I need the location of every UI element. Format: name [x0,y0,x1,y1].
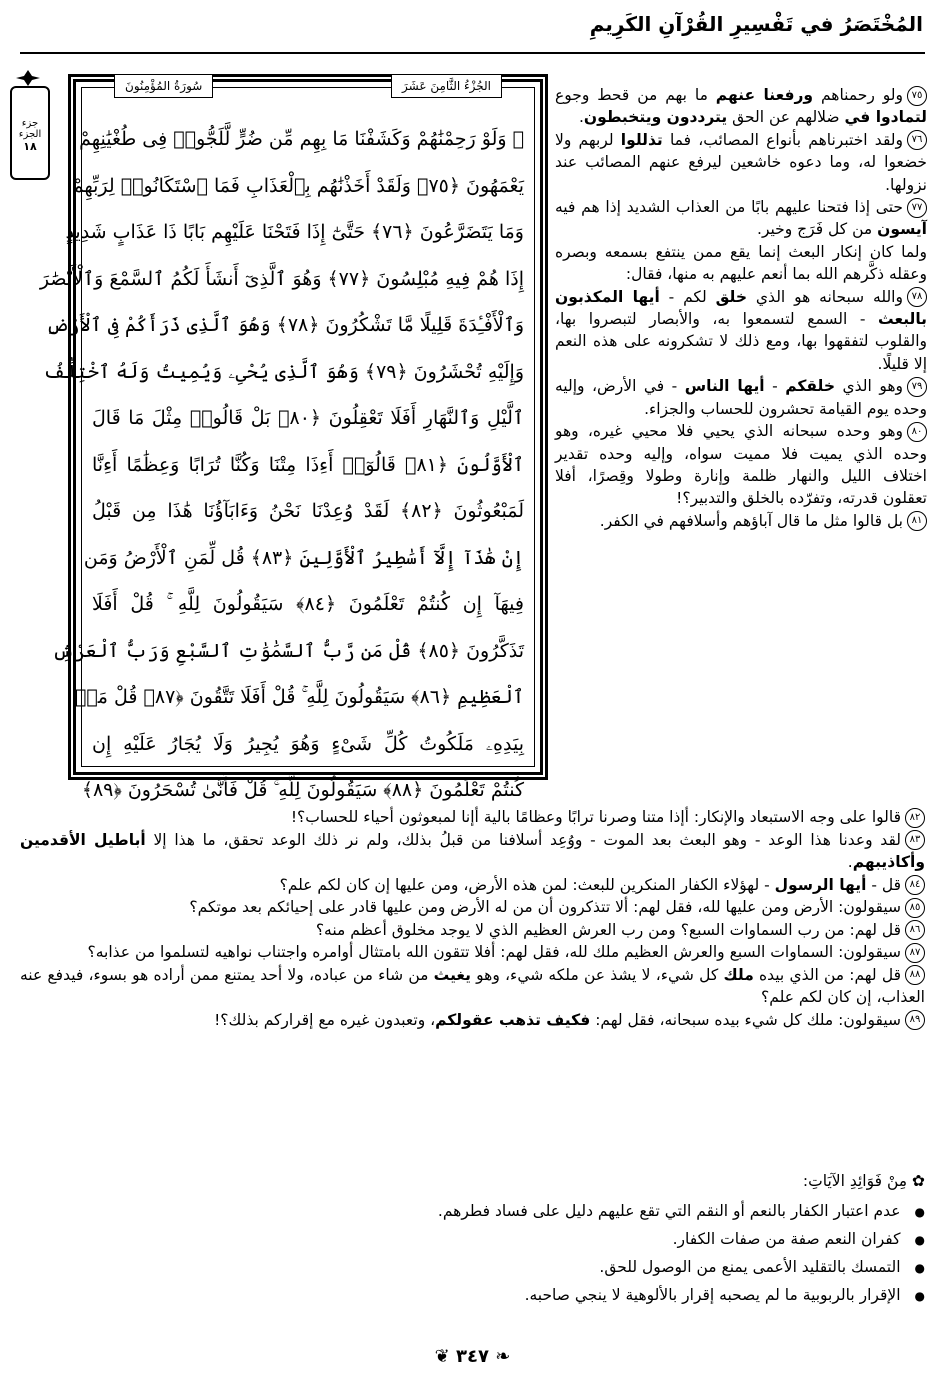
tafsir-text: قل لهم: من الذي بيده [753,965,902,984]
tafsir-text: والله سبحانه هو الذي [747,287,903,306]
tafsir-text: سيقولون: السماوات السبع والعرش العظيم ملك لله، فقل لهم: أفلا تتقون الله بامتثال أوامره واجتناب نواهيه لتسلموا من عذابه؟ [87,943,901,961]
tafsir-paragraph [20,964,925,1009]
tafsir-text: سيقولون: ملك كل شيء بيده سبحانه، فقل لهم: [590,1010,901,1029]
tafsir-paragraph [555,129,927,196]
tafsir-full-column [20,806,925,1031]
header-rule [20,52,925,54]
tafsir-text: - لهؤلاء الكفار المنكرين للبعث: لمن هذه الأرض، ومن عليها إن كان لكم علم؟ [279,875,775,894]
verse-number-badge: ٨٠ [907,422,927,442]
tafsir-text: لقد وعدنا هذا الوعد - وهو البعث بعد الموت - ووُعِد أسلافنا من قبلُ بذلك، ولم نر ذلك الوعد تحقق، ما هذا إلا [145,830,902,849]
tafsir-text: . [847,853,853,871]
tafsir-text: ولما كان إنكار البعث إنما يقع ممن ينتفع بسمعه وبصره وعقله ذكَّرهم الله بما أنعم عليهم به منها، فقال: [555,242,927,284]
benefits-title-text: مِنْ فَوَائِدِ الآيَاتِ: [802,1172,908,1190]
tafsir-text: ، وتعبدون غيره مع إقراركم بذلك؟! [214,1010,436,1029]
tafsir-text: قالوا على وجه الاستبعاد والإنكار: أإذا متنا وصرنا ترابًا وعظامًا بالية أإنا لمبعوثون أحياء للحساب؟! [290,808,901,826]
tafsir-bold-text: يترددون ويتخبطون [583,108,728,127]
verse-number-badge: ٨٣ [905,830,925,850]
quran-line: ٱلَّيْلِ وَٱلنَّهَارِ أَفَلَا تَعْقِلُونَ ﴿٨٠﴾ بَلْ قَالُوا۟ مِثْلَ مَا قَالَ [92,407,524,429]
quran-line: وَمَا يَتَضَرَّعُونَ ﴿٧٦﴾ حَتَّىٰٓ إِذَا فَتَحْنَا عَلَيْهِم بَابًا ذَا عَذَابٍ شَدِيدٍ [65,221,524,243]
tafsir-paragraph [555,286,927,376]
tafsir-bold-text: آيسون [877,220,927,239]
tafsir-text: لربهم ولا خضعوا له، وما دعوه خاشعين ليرفع عنهم المصائب عند نزولها. [555,130,927,194]
page-number-text: ٣٤٧ [456,1346,489,1367]
tafsir-paragraph [20,806,925,829]
tafsir-paragraph [20,829,925,874]
verse-number-badge: ٨٤ [905,875,925,895]
verse-number-badge: ٨١ [907,511,927,531]
tafsir-text: ضلالهم عن الحق [727,108,845,127]
tafsir-paragraph [555,420,927,510]
page-number [420,1346,525,1367]
tafsir-text: حتى إذا فتحنا عليهم بابًا من العذاب الشديد إذا هم فيه [555,198,903,217]
tafsir-text: - السمع لتسمعوا به، والأبصار لتبصروا بها، والقلوب لتفقهوا بها، ومع ذلك لا تشكرونه على هذه النعم إلا قليلًا. [555,310,927,373]
tafsir-bold-text: ورفعنا عنهم [715,86,814,104]
verse-benefits [160,1172,925,1310]
quran-frame [39,74,548,801]
flower-icon: ✿ [912,1172,925,1190]
tafsir-text: ولقد اختبرناهم بأنواع المصائب، فما [662,130,903,149]
quran-line: وَإِلَيْهِ تُحْشَرُونَ ﴿٧٩﴾ وَهُوَ ٱلَّذِى يُحْىِۦ وَيُمِيتُ وَلَهُ ٱخْتِلَٰفُ [43,360,524,383]
verse-number-badge: ٧٩ [907,377,927,397]
quran-line: لَمَبْعُوثُونَ ﴿٨٢﴾ لَقَدْ وُعِدْنَا نَحْنُ وَءَابَآؤُنَا هَٰذَا مِن قَبْلُ [92,500,525,522]
tafsir-bold-text: أيها الرسول [774,875,867,894]
verse-number-badge: ٧٥ [907,86,927,106]
juz-side-tab [10,86,50,180]
tafsir-paragraph [20,941,925,964]
quran-line: تَذَكَّرُونَ ﴿٨٥﴾ قُلْ مَن رَّبُّ ٱلسَّمَٰوَٰتِ ٱلسَّبْعِ وَرَبُّ ٱلْعَرْشِ [52,639,524,662]
quran-line: إِذَا هُمْ فِيهِ مُبْلِسُونَ ﴿٧٧﴾ وَهُوَ ٱلَّذِىٓ أَنشَأَ لَكُمُ ٱلسَّمْعَ وَٱلْأَبْصَٰرَ [39,267,524,290]
ornament-left-icon: ❦ [434,1346,450,1367]
tafsir-text: - في الأرض، وإليه وحده يوم القيامة تحشرون للحساب والجزاء. [555,377,927,418]
tafsir-bold-text: لتمادوا في [844,108,927,127]
tafsir-text: وهو وحده سبحانه الذي يحيي فلا محيي غيره، وهو وحده الذي يميت فلا مميت سواه، وإليه وحده تقدير اختلاف الليل والنهار ظلمة وإنارة وطولا وقِصرًا، أفلا تعقلون قدرته، وتفرّده بالخلق والتدبير؟! [555,422,927,508]
verse-number-badge: ٨٥ [905,898,925,918]
quran-inner-border [39,79,535,801]
tafsir-paragraph [555,196,927,241]
tafsir-bold-text: خلق [715,287,748,306]
tafsir-bold-text: تذللوا [620,130,663,149]
tafsir-paragraph [20,1009,925,1032]
verse-number-badge: ٧٧ [907,198,927,218]
quran-line: ۞ وَلَوْ رَحِمْنَٰهُمْ وَكَشَفْنَا مَا بِهِم مِّن ضُرٍّ لَّلَجُّوا۟ فِى طُغْيَٰنِهِمْ [79,128,524,150]
quran-line: يَعْمَهُونَ ﴿٧٥﴾ وَلَقَدْ أَخَذْنَٰهُم بِٱلْعَذَابِ فَمَا ٱسْتَكَانُوا۟ لِرَبِّهِمْ [71,174,524,197]
surah-label: سُورَةُ المُؤْمِنُونَ [114,74,213,98]
verse-number-badge: ٨٩ [905,1010,925,1030]
verse-number-badge: ٨٨ [905,965,925,985]
quran-line: كُنتُمْ تَعْلَمُونَ ﴿٨٨﴾ سَيَقُولُونَ لِلَّهِ ۚ قُلْ فَأَنَّىٰ تُسْحَرُونَ ﴿٨٩﴾ [81,779,524,801]
tafsir-bold-text: أباطيل الأقدمين وأكاذيبهم [20,830,925,871]
quran-line: ٱلْأَوَّلُونَ ﴿٨١﴾ قَالُوٓا۟ أَءِذَا مِتْنَا وَكُنَّا تُرَابًا وَعِظَٰمًا أَءِنَّا [92,453,524,476]
tafsir-paragraph [555,84,927,129]
side-tab-number: ١٨ [23,140,37,153]
tafsir-text: من شاء من عباده، ولا أحد يمتنع ممن أراده هو بسوء، فيدفع عنه العذاب، إن كان لكم علم؟ [20,965,925,1006]
tafsir-text: ما بهم من قحط وجوع [555,86,716,104]
tafsir-text: قل - [866,875,901,894]
benefit-item: ● عدم اعتبار الكفار بالنعم أو النقم التي تقع عليهم دليل على فساد فطرهم. [160,1198,925,1226]
verse-number-badge: ٨٧ [905,943,925,963]
side-tab-line2: الجزء [18,129,42,140]
tafsir-text: قل لهم: من رب السماوات السبع؟ ومن رب العرش العظيم الذي لا يوجد مخلوق أعظم منه؟ [315,920,901,939]
tafsir-right-column [555,84,927,532]
benefit-item: ● الإقرار بالربوبية ما لم يصحبه إقرار بالألوهية لا ينجي صاحبه. [160,1282,925,1310]
tafsir-text: من كل فَرَج وخير. [757,220,878,239]
page-header-title: المُخْتَصَرُ في تَفْسِيرِ القُرْآنِ الكَرِيمِ [589,12,923,36]
verse-number-badge: ٨٦ [905,920,925,940]
tafsir-text: بل قالوا مثل ما قال آباؤهم وأسلافهم في الكفر. [599,511,903,530]
benefits-title [160,1172,925,1190]
tafsir-bold-text: أيها المكذبون بالبعث [555,287,927,329]
tafsir-text: لكم - [659,287,716,306]
ornament-right-icon: ❧ [495,1346,511,1367]
tafsir-paragraph [555,510,927,532]
verse-number-badge: ٧٦ [907,130,927,150]
tafsir-text: كل شيء، لا يشذ عن ملكه شيء، وهو [470,965,724,984]
tafsir-bold-text: أيها الناس [684,377,765,396]
tafsir-text: . [578,108,584,127]
side-tab-line1: جزء [21,118,39,129]
benefit-item: ● كفران النعم صفة من صفات الكفار. [160,1226,925,1254]
quran-line: إِنْ هَٰذَآ إِلَّآ أَسَٰطِيرُ ٱلْأَوَّلِينَ ﴿٨٣﴾ قُل لِّمَنِ ٱلْأَرْضُ وَمَن [83,546,524,569]
tafsir-text: ولو رحمناهم [813,86,903,104]
benefit-item: ● التمسك بالتقليد الأعمى يمنع من الوصول للحق. [160,1254,925,1282]
tafsir-bold-text: فكيف تذهب عقولكم [435,1010,591,1029]
tafsir-paragraph [555,375,927,420]
tafsir-text: - [764,377,786,396]
tafsir-text: وهو الذي [835,377,903,396]
tafsir-bold-text: ملك [723,965,754,984]
juz-label: الجُزْءُ الثَّامِنَ عَشَرَ [391,74,502,98]
quran-line: ٱلْعَظِيمِ ﴿٨٦﴾ سَيَقُولُونَ لِلَّهِ ۚ قُلْ أَفَلَا تَتَّقُونَ ﴿٨٧﴾ قُلْ مَنۢ [74,686,524,708]
tafsir-paragraph [20,919,925,942]
tafsir-paragraph [20,896,925,919]
verse-number-badge: ٧٨ [907,287,927,307]
tafsir-bold-text: يغيث [433,965,471,984]
quran-line: فِيهَآ إِن كُنتُمْ تَعْلَمُونَ ﴿٨٤﴾ سَيَقُولُونَ لِلَّهِ ۚ قُلْ أَفَلَا [92,593,524,615]
tafsir-paragraph [20,874,925,897]
verse-number-badge: ٨٢ [905,808,925,828]
tafsir-bold-text: خلقكم [785,377,836,396]
tafsir-text: سيقولون: الأرض ومن عليها لله، فقل لهم: ألا تتذكرون أن من له الأرض ومن عليها قادر على إحيائكم بعد موتكم؟ [189,898,901,916]
tafsir-paragraph [555,241,927,286]
side-ornament-icon [14,70,42,86]
quran-line: وَٱلْأَفْـِٔدَةَ قَلِيلًا مَّا تَشْكُرُونَ ﴿٧٨﴾ وَهُوَ ٱلَّذِى ذَرَأَكُمْ فِى ٱلْأَرْضِ [46,314,524,336]
quran-text [39,116,525,801]
quran-line: بِيَدِهِۦ مَلَكُوتُ كُلِّ شَىْءٍ وَهُوَ يُجِيرُ وَلَا يُجَارُ عَلَيْهِ إِن [92,732,524,755]
